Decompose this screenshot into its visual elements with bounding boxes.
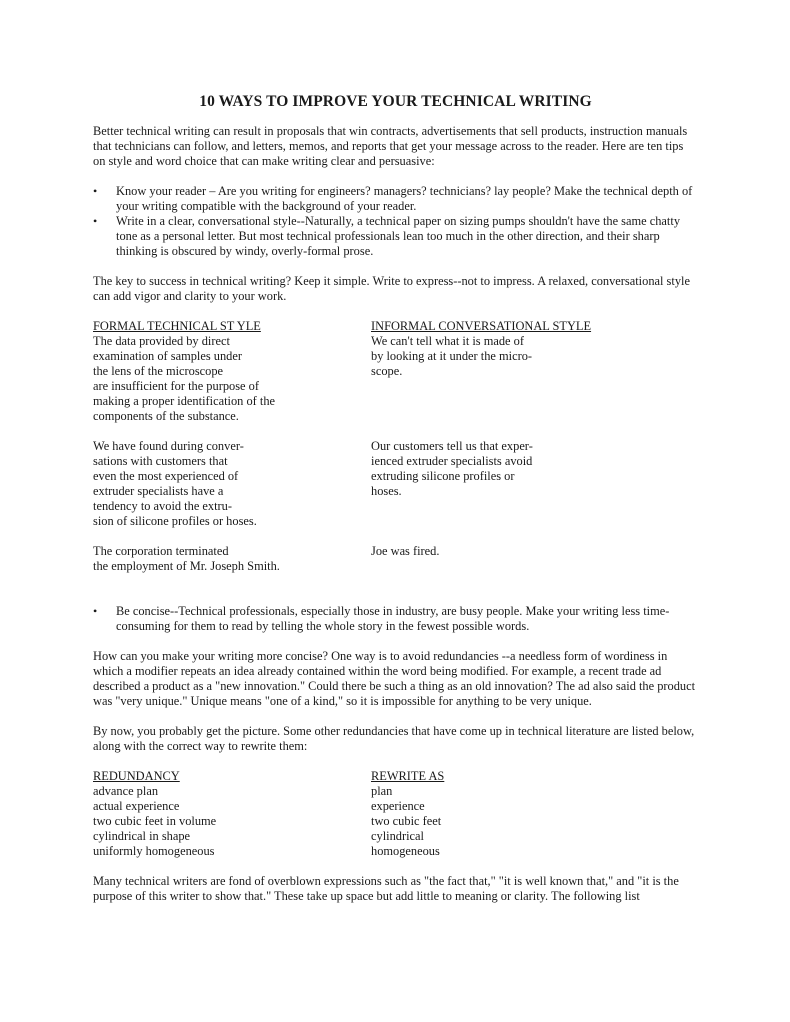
tip-text: Write in a clear, conversational style--Naturally, a technical paper on sizing pumps shouldn't have the same chatty tone as a personal letter. But most technical professionals lean too much in the other direction, and their sharp thinking is obscured by windy, overly-formal prose. (116, 214, 681, 258)
informal-style-header: INFORMAL CONVERSATIONAL STYLE (371, 319, 592, 333)
rewrite-cell: experience (371, 799, 425, 813)
rewrite-cell: plan (371, 784, 393, 798)
picture-paragraph: By now, you probably get the picture. Some other redundancies that have come up in technical literature are listed below, along with the correct way to rewrite them: (93, 724, 695, 753)
redundancy-cell: uniformly homogeneous (93, 844, 215, 858)
formal-line: The corporation terminated (93, 544, 229, 558)
formal-line: even the most experienced of (93, 469, 239, 483)
formal-example (93, 439, 371, 529)
formal-line: examination of samples under (93, 349, 242, 363)
formal-line: tendency to avoid the extru- (93, 499, 233, 513)
formal-line: sion of silicone profiles or hoses. (93, 514, 257, 528)
intro-paragraph: Better technical writing can result in proposals that win contracts, advertisements that sell products, instruction manuals that technicians can follow, and letters, memos, and reports that get your message across to the reader. Here are ten tips on style and word choice that can make writing clear and persuasive: (93, 124, 688, 168)
style-table-header (93, 319, 698, 334)
formal-line: extruder specialists have a (93, 484, 224, 498)
informal-line: Our customers tell us that exper- (371, 439, 533, 453)
tips-list-2 (93, 604, 698, 634)
informal-line: ienced extruder specialists avoid (371, 454, 533, 468)
informal-line: We can't tell what it is made of (371, 334, 524, 348)
rewrite-cell: two cubic feet (371, 814, 442, 828)
formal-line: are insufficient for the purpose of (93, 379, 259, 393)
tip-text: Know your reader – Are you writing for engineers? managers? technicians? lay people? Make the technical depth of your writing compatible with the background of your reader. (116, 184, 693, 213)
formal-line: sations with customers that (93, 454, 228, 468)
tip-item-conversational-style (93, 214, 698, 259)
redundancy-table (93, 769, 698, 859)
formal-example (93, 544, 371, 574)
redundancy-cell: cylindrical in shape (93, 829, 191, 843)
formal-line: We have found during conver- (93, 439, 244, 453)
formal-line: components of the substance. (93, 409, 239, 423)
rewrite-cell: cylindrical (371, 829, 424, 843)
formal-line: making a proper identification of the (93, 394, 276, 408)
style-comparison-row (93, 439, 698, 529)
informal-example (371, 544, 698, 574)
informal-line: scope. (371, 364, 403, 378)
informal-line: hoses. (371, 484, 402, 498)
document-page (93, 93, 698, 919)
formal-line: The data provided by direct (93, 334, 230, 348)
bullet-icon: • (93, 214, 98, 228)
redundancy-cell: actual experience (93, 799, 180, 813)
document-title: 10 WAYS TO IMPROVE YOUR TECHNICAL WRITING (199, 93, 592, 110)
rewrite-column (371, 769, 698, 859)
informal-example (371, 439, 698, 529)
tip-item-be-concise (93, 604, 698, 634)
tips-list-1 (93, 184, 698, 259)
informal-line: extruding silicone profiles or (371, 469, 515, 483)
style-comparison-row (93, 334, 698, 424)
bullet-icon: • (93, 604, 98, 618)
redundancy-column (93, 769, 371, 859)
rewrite-cell: homogeneous (371, 844, 440, 858)
key-paragraph: The key to success in technical writing? Keep it simple. Write to express--not to impress. A relaxed, conversational style can add vigor and clarity to your work. (93, 274, 690, 303)
concise-paragraph: How can you make your writing more concise? One way is to avoid redundancies --a needless form of wordiness in which a modifier repeats an idea already contained within the word being modified. For example, a recent trade ad described a product as a "new innovation." Could there be such a thing as an old innovation? The ad also said the product was "very unique." Unique means "one of a kind," so it is impossible for anything to be very unique. (93, 649, 696, 708)
informal-line: by looking at it under the micro- (371, 349, 533, 363)
rewrite-header: REWRITE AS (371, 769, 445, 783)
overblown-paragraph: Many technical writers are fond of overblown expressions such as "the fact that," "it is well known that," and "it is the purpose of this writer to show that." These take up space but add little to meaning or clarity. The following list (93, 874, 679, 903)
redundancy-header: REDUNDANCY (93, 769, 180, 783)
informal-example (371, 334, 698, 424)
informal-line: Joe was fired. (371, 544, 440, 558)
tip-text: Be concise--Technical professionals, especially those in industry, are busy people. Make your writing less time-consuming for them to read by telling the whole story in the fewest possible words. (116, 604, 670, 633)
formal-line: the employment of Mr. Joseph Smith. (93, 559, 280, 573)
tip-item-know-reader (93, 184, 698, 214)
redundancy-cell: two cubic feet in volume (93, 814, 217, 828)
redundancy-cell: advance plan (93, 784, 159, 798)
style-comparison-row (93, 544, 698, 574)
formal-example (93, 334, 371, 424)
formal-line: the lens of the microscope (93, 364, 224, 378)
bullet-icon: • (93, 184, 98, 198)
formal-style-header: FORMAL TECHNICAL ST YLE (93, 319, 261, 333)
